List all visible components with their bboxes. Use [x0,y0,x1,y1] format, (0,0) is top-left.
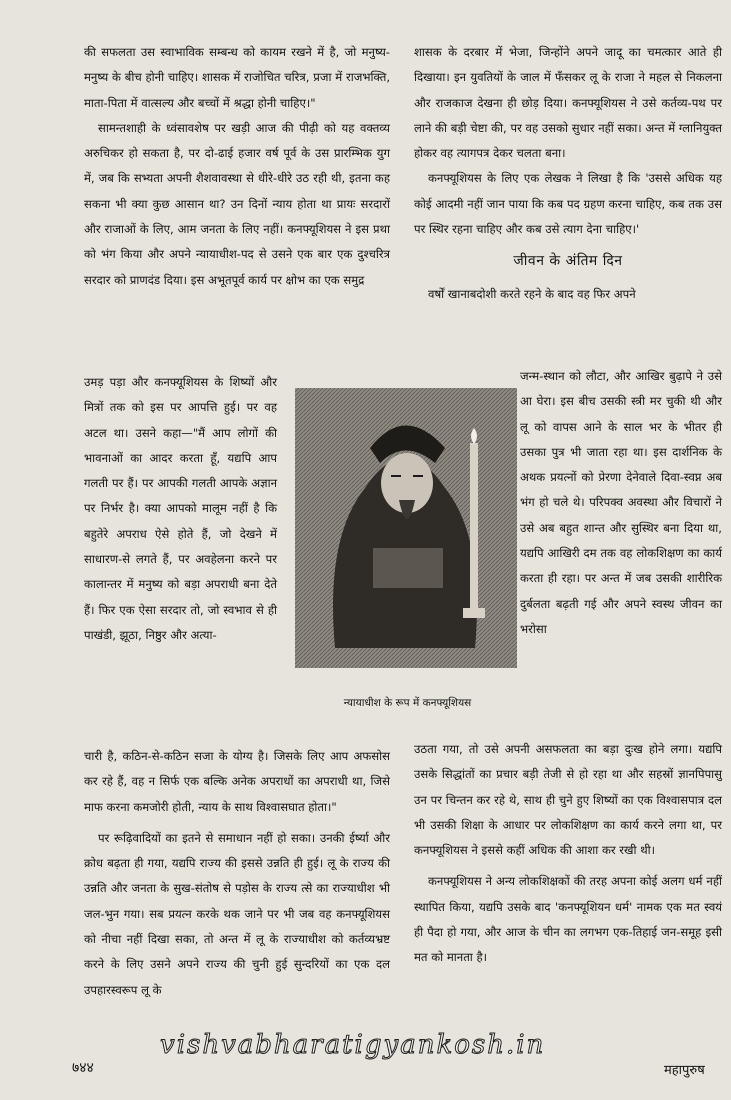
right-paragraph-1: शासक के दरबार में भेजा, जिन्होंने अपने जादू का चमत्कार आते ही दिखाया। इन युवतियों के जाल में फँसकर लू के राजा ने महल से निकलना और राजकाज देखना ही छोड़ दिया। कनफ्यूशियस ने उसे कर्तव्य-पथ पर लाने की बड़ी चेष्टा की, पर वह उसको सुधार नहीं सका। अन्त में ग्लानियुक्त होकर वह त्यागपत्र देकर चलता बना। [414,45,723,161]
left-paragraph-2-end: चारी है, कठिन-से-कठिन सजा के योग्य है। जिसके लिए आप अफसोस कर रहे हैं, वह न सिर्फ एक बल्कि अनेक अपराधों का अपराधी था, जिसे माफ करना कमजोरी होती, न्याय के साथ विश्वासघात होता।" [84,749,390,814]
illustration [295,388,517,668]
left-paragraph-2: सामन्तशाही के ध्वंसावशेष पर खड़ी आज की पीढ़ी को यह वक्तव्य अरुचिकर हो सकता है, पर दो-ढाई हजार वर्ष पूर्व के उस प्रारम्भिक युग में, जब कि सभ्यता अपनी शैशवावस्था से धीरे-धीरे उठ रही थी, इतना कह सकना भी क्या कुछ आसान था? उन दिनों न्याय होता था प्रायः सरदारों और राजाओं के लिए, आम जनता के लिए नहीं। कनफ्यूशियस ने इस प्रथा को भंग किया और अपने न्यायाधीश-पद से उसने एक बार एक दुश्चरित्र सरदार को प्राणदंड दिया। इस अभूतपूर्व कार्य पर क्षोभ का एक समुद्र [84,120,390,287]
left-paragraph-2-continued: उमड़ पड़ा और कनफ्यूशियस के शिष्यों और मित्रों तक को इस पर आपत्ति हुई। पर वह अटल था। उसने कहा—"मैं आप लोगों की भावनाओं का आदर करता हूँ, यद्यपि आप गलती पर हैं। पर आपकी गलती आपके अज्ञान पर निर्भर है। क्या आपको मालूम नहीं है कि बहुतेरे अपराध ऐसे होते हैं, जो देखने में साधारण-से लगते हैं, पर अवहेलना करने पर कालान्तर में मनुष्य को बड़ा अपराधी बना देते हैं। फिर एक ऐसा सरदार तो, जो स्वभाव से ही पाखंडी, झूठा, निष्ठुर और अत्या- [84,375,277,642]
right-paragraph-3-end: उठता गया, तो उसे अपनी असफलता का बड़ा दुःख होने लगा। यद्यपि उसके सिद्धांतों का प्रचार बड़ी तेजी से हो रहा था और सहस्रों ज्ञानपिपासु उन पर चिन्तन कर रहे थे, साथ ही चुने हुए शिष्यों का एक विश्वासपात्र दल भी उसकी शिक्षा के आधार पर लोकशिक्षण का कार्य करने लगा था, पर कनफ्यूशियस ने इससे कहीं अधिक की आशा कर रखी थी। [414,742,722,858]
judge-engraving-image [295,388,517,668]
right-column [414,40,722,308]
section-heading: जीवन के अंतिम दिन [513,253,623,270]
right-paragraph-2: कनफ्यूशियस के लिए एक लेखक ने लिखा है कि 'उससे अधिक यह कोई आदमी नहीं जान पाया कि कब पद ग्रहण करना चाहिए, कब तक उस पर स्थिर रहना चाहिए और कब उसे त्याग देना चाहिए।' [414,171,722,237]
figure-caption: न्यायाधीश के रूप में कनफ्यूशियस [343,697,472,709]
right-column-narrow [520,364,722,642]
left-column-lower [84,744,390,1003]
left-paragraph-1: की सफलता उस स्वाभाविक सम्बन्ध को कायम रखने में है, जो मनुष्य-मनुष्य के बीच होनी चाहिए। शासक में राजोचित चरित्र, प्रजा में राजभक्ति, माता-पिता में वात्सल्य और बच्चों में श्रद्धा होनी चाहिए।" [84,45,390,110]
right-paragraph-4: कनफ्यूशियस ने अन्य लोकशिक्षकों की तरह अपना कोई अलग धर्म नहीं स्थापित किया, यद्यपि उसके बाद 'कनफ्यूशियन धर्म' नामक एक मत स्वयं ही पैदा हो गया, और आज के चीन का लगभग एक-तिहाई जन-समूह इसी मत को मानता है। [414,874,722,965]
running-title: महापुरुष [664,1063,705,1078]
right-column-lower [414,737,722,971]
left-column-narrow [84,370,277,648]
left-column [84,40,390,293]
left-paragraph-3: पर रूढ़िवादियों का इतने से समाधान नहीं हो सका। उनकी ईर्ष्या और क्रोध बढ़ता ही गया, यद्यपि राज्य की इससे उन्नति ही हुई। लू के राज्य की उन्नति और जनता के सुख-संतोष से पड़ोस के राज्य त्से का राज्याधीश भी जल-भुन गया। सब प्रयत्न करके थक जाने पर भी जब वह कनफ्यूशियस को नीचा नहीं दिखा सका, तो अन्त में लू के राज्याधीश को कर्तव्यभ्रष्ट करने के लिए उसने अपने राज्य की चुनी हुई सुन्दरियों का एक दल उपहारस्वरूप लू के [84,830,390,997]
page-number: ७४४ [72,1060,94,1076]
right-paragraph-3-start: वर्षों खानाबदोशी करते रहने के बाद वह फिर अपने [428,287,636,302]
right-paragraph-3-narrow: जन्म-स्थान को लौटा, और आखिर बुढ़ापे ने उसे आ घेरा। इस बीच उसकी स्त्री मर चुकी थी और लू को वापस आने के साल भर के भीतर ही उसका पुत्र भी जाता रहा था। इस दार्शनिक के अथक प्रयत्नों को प्रेरणा देनेवाले दिवा-स्वप्न अब भंग हो चले थे। परिपक्व अवस्था और विचारों ने उसे अब बहुत शान्त और सुस्थिर बना दिया था, यद्यपि आखिरी दम तक वह लोकशिक्षण का कार्य करता ही रहा। पर अन्त में जब उसकी शारीरिक दुर्बलता बढ़ती गई और अपने स्वस्थ जीवन का भरोसा [520,369,722,636]
watermark: vishvabharatigyankosh.in [160,1030,546,1060]
